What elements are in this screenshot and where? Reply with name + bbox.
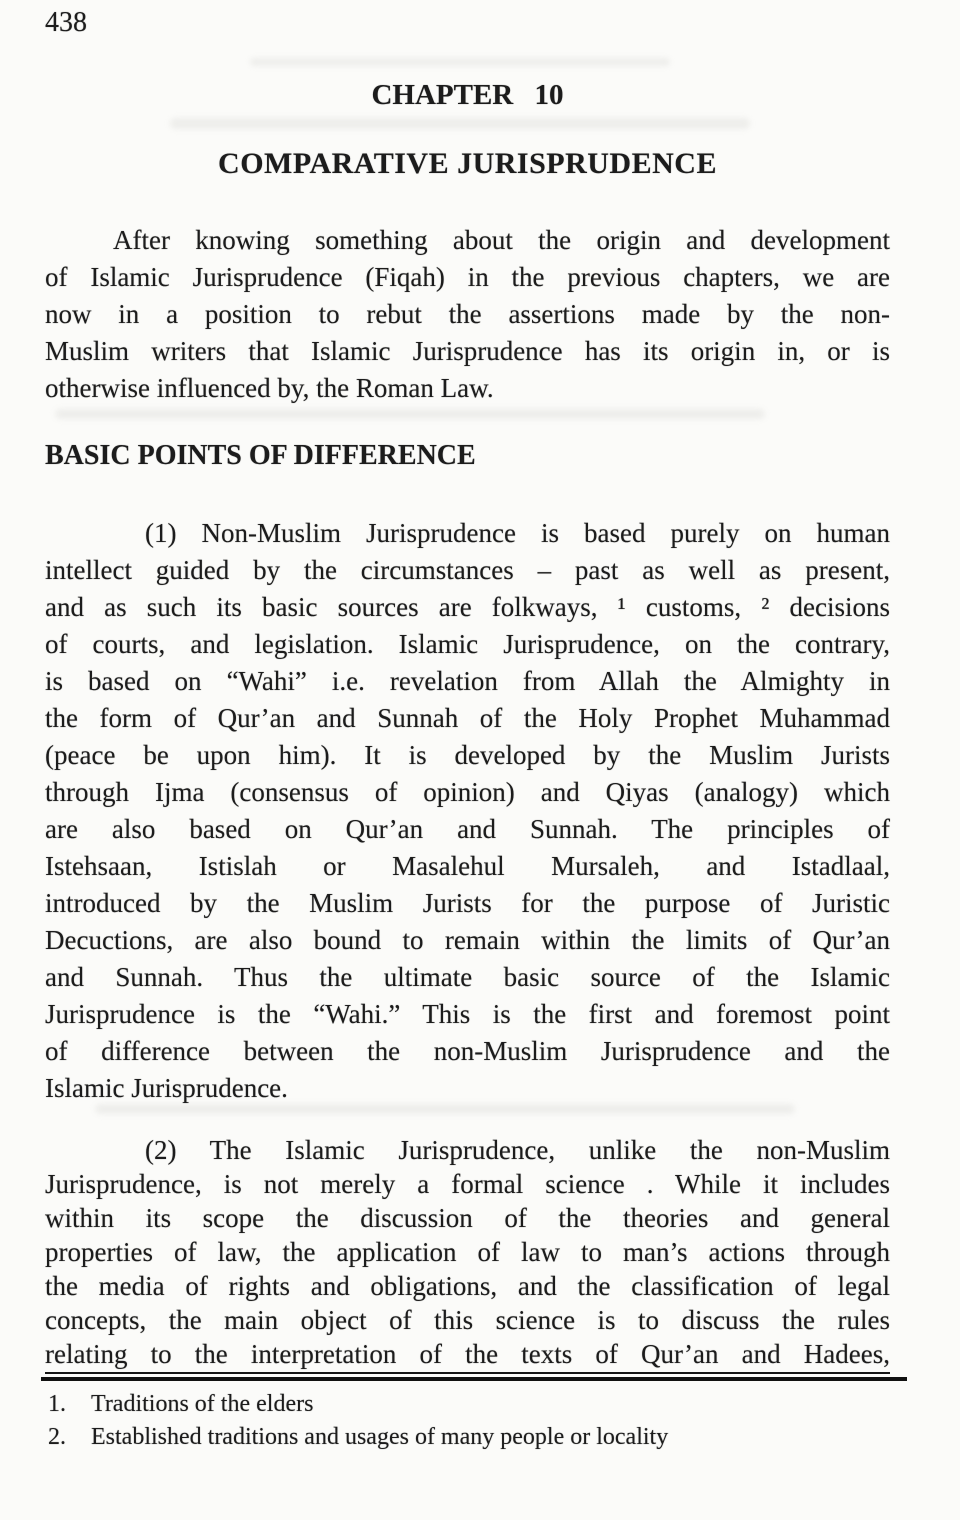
text-line: After knowing something about the origin and development bbox=[113, 225, 890, 255]
page-content bbox=[45, 0, 890, 1454]
text-line: the media of rights and obligations, and the classification of legal bbox=[45, 1271, 890, 1301]
text-line: and Sunnah. Thus the ultimate basic source of the Islamic bbox=[45, 962, 890, 992]
text-line: relating to the interpretation of the texts of Qur’an and Hadees, bbox=[45, 1337, 890, 1374]
text-line: properties of law, the application of law to man’s actions through bbox=[45, 1237, 890, 1267]
text-line: of difference between the non-Muslim Jurisprudence and the bbox=[45, 1036, 890, 1066]
text-line: within its scope the discussion of the theories and general bbox=[45, 1203, 890, 1233]
text-line: (peace be upon him). It is developed by the Muslim Jurists bbox=[45, 740, 890, 770]
footnote-marker: 2. bbox=[48, 1424, 66, 1450]
text-line: are also based on Qur’an and Sunnah. The principles of bbox=[45, 814, 890, 844]
paragraph-intro bbox=[45, 222, 890, 407]
text-line: the form of Qur’an and Sunnah of the Holy Prophet Muhammad bbox=[45, 703, 890, 733]
chapter-title: COMPARATIVE JURISPRUDENCE bbox=[218, 147, 717, 180]
text-line: of Islamic Jurisprudence (Fiqah) in the previous chapters, we are bbox=[45, 262, 890, 292]
text-line: otherwise influenced by, the Roman Law. bbox=[45, 373, 494, 403]
paragraph-point-1 bbox=[45, 515, 890, 1107]
text-line: intellect guided by the circumstances – past as well as present, bbox=[45, 555, 890, 585]
text-line: Decuctions, are also bound to remain within the limits of Qur’an bbox=[45, 925, 890, 955]
page-number: 438 bbox=[45, 7, 87, 38]
footnote bbox=[45, 1421, 890, 1454]
footnote bbox=[45, 1388, 890, 1421]
text-line: Jurisprudence is the “Wahi.” This is the first and foremost point bbox=[45, 999, 890, 1029]
text-line: introduced by the Muslim Jurists for the purpose of Juristic bbox=[45, 888, 890, 918]
text-line: now in a position to rebut the assertions made by the non- bbox=[45, 299, 890, 329]
text-line: (2) The Islamic Jurisprudence, unlike the non-Muslim bbox=[145, 1135, 890, 1165]
chapter-heading: CHAPTER 10 bbox=[371, 79, 564, 111]
footnote-marker: 1. bbox=[48, 1391, 66, 1417]
footnotes bbox=[45, 1388, 890, 1454]
text-line: Istehsaan, Istislah or Masalehul Mursaleh, and Istadlaal, bbox=[45, 851, 890, 881]
footnote-text: Traditions of the elders bbox=[91, 1391, 314, 1417]
paragraph-point-2 bbox=[45, 1133, 890, 1374]
section-heading: BASIC POINTS OF DIFFERENCE bbox=[45, 440, 476, 471]
text-line: Islamic Jurisprudence. bbox=[45, 1073, 288, 1103]
text-line: of courts, and legislation. Islamic Jurisprudence, on the contrary, bbox=[45, 629, 890, 659]
text-line: (1) Non-Muslim Jurisprudence is based purely on human bbox=[145, 518, 890, 548]
text-line: is based on “Wahi” i.e. revelation from Allah the Almighty in bbox=[45, 666, 890, 696]
text-line: Jurisprudence, is not merely a formal science . While it includes bbox=[45, 1169, 890, 1199]
text-line: concepts, the main object of this science is to discuss the rules bbox=[45, 1305, 890, 1335]
footnote-separator-rule bbox=[41, 1377, 907, 1381]
text-line: and as such its basic sources are folkways, ¹ customs, ² decisions bbox=[45, 592, 890, 622]
text-line: through Ijma (consensus of opinion) and Qiyas (analogy) which bbox=[45, 777, 890, 807]
text-line: Muslim writers that Islamic Jurisprudence has its origin in, or is bbox=[45, 336, 890, 366]
footnote-text: Established traditions and usages of many people or locality bbox=[91, 1424, 669, 1450]
